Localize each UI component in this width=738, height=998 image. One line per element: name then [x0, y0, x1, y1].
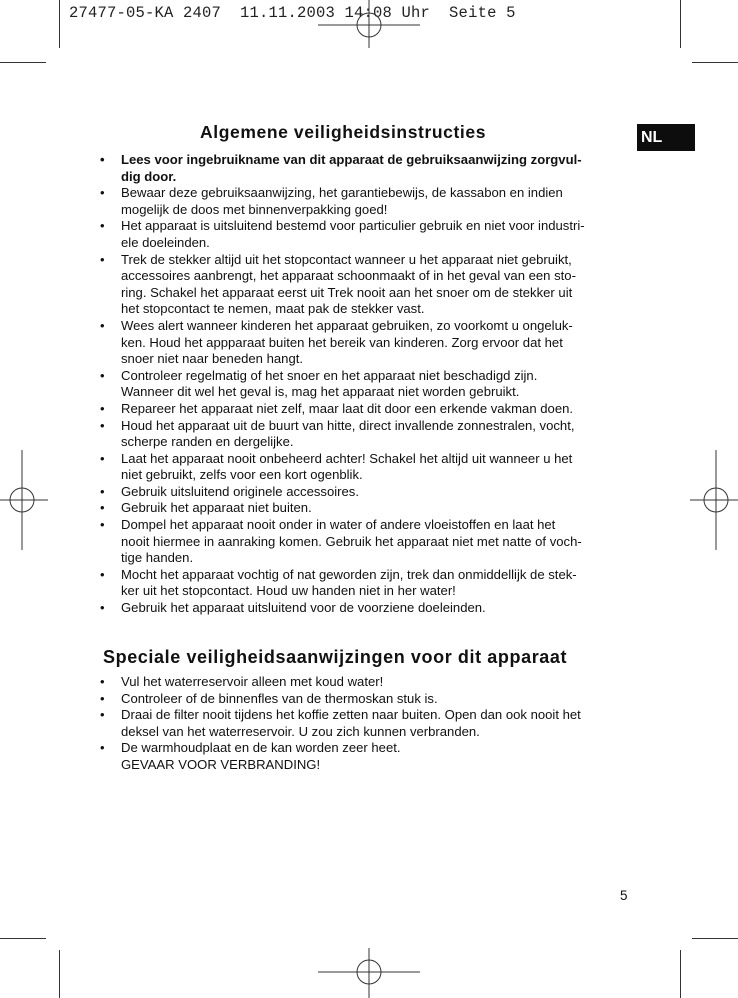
list-item-line: Wanneer dit wel het geval is, mag het apparaat niet worden gebruikt. — [121, 384, 520, 400]
list-item-line: tige handen. — [121, 550, 194, 566]
list-item-line: dig door. — [121, 168, 177, 184]
list-item — [98, 517, 628, 567]
list-item — [98, 600, 628, 617]
list-item-line: mogelijk de doos met binnenverpakking goed! — [121, 201, 388, 217]
list-item — [98, 451, 628, 484]
list-item-line: • Trek de stekker altijd uit het stopcontact wanneer u het apparaat niet gebruikt, — [121, 251, 572, 267]
crop-mark-bottom-right-v — [680, 950, 681, 998]
crop-mark-top-right-v — [680, 0, 681, 48]
list-item — [98, 152, 628, 185]
list-item-line: scherpe randen en dergelijke. — [121, 434, 294, 450]
list-item-line: GEVAAR VOOR VERBRANDING! — [121, 756, 321, 772]
list-item — [98, 185, 628, 218]
crop-mark-bottom-right-h — [692, 938, 738, 939]
list-item-line: • Mocht het apparaat vochtig of nat geworden zijn, trek dan onmiddellijk de stek- — [121, 566, 577, 582]
list-item-line: • Laat het apparaat nooit onbeheerd achter! Schakel het altijd uit wanneer u het — [121, 450, 573, 466]
language-tab: NL — [637, 124, 695, 151]
list-item-line: • Gebruik het apparaat uitsluitend voor de voorziene doeleinden. — [121, 600, 486, 616]
list-item-line: nooit hiermee in aanraking komen. Gebruik het apparaat niet met natte of voch- — [121, 533, 582, 549]
list-item — [98, 500, 628, 517]
list-item-line: accessoires aanbrengt, het apparaat schoonmaakt of in het geval van een sto- — [121, 268, 576, 284]
registration-mark-bottom — [318, 948, 420, 998]
crop-mark-bottom-left-v — [59, 950, 60, 998]
list-item — [98, 740, 628, 773]
list-item-line: • Vul het waterreservoir alleen met koud water! — [121, 674, 384, 689]
list-item-line: ker uit het stopcontact. Houd uw handen niet in her water! — [121, 583, 456, 599]
list-item-line: • Repareer het apparaat niet zelf, maar laat dit door een erkende vakman doen. — [121, 400, 574, 416]
crop-mark-top-right-h — [692, 62, 738, 63]
crop-mark-top-left-v — [59, 0, 60, 48]
list-item-line: ken. Houd het appparaat buiten het bereik van kinderen. Zorg ervoor dat het — [121, 334, 563, 350]
list-item-line: snoer niet naar beneden hangt. — [121, 351, 304, 367]
registration-mark-top — [318, 0, 420, 48]
page-number: 5 — [620, 888, 628, 903]
list-item — [98, 401, 628, 418]
list-item-line: • De warmhoudplaat en de kan worden zeer heet. — [121, 740, 401, 756]
list-item-line: ring. Schakel het apparaat eerst uit Trek nooit aan het snoer om de stekker uit — [121, 284, 573, 300]
print-slug: 27477-05-KA 2407 11.11.2003 14:08 Uhr Seite 5 — [69, 4, 516, 22]
list-item-line: • Draai de filter nooit tijdens het koffie zetten naar buiten. Open dan ook nooit het — [121, 707, 581, 723]
list-item — [98, 252, 628, 318]
list-item — [98, 691, 628, 708]
registration-mark-right — [690, 450, 738, 550]
list-item — [98, 368, 628, 401]
list-item — [98, 567, 628, 600]
list-item — [98, 707, 628, 740]
list-item-line: • Het apparaat is uitsluitend bestemd voor particulier gebruik en niet voor industri- — [121, 218, 585, 234]
list-item-line: ele doeleinden. — [121, 234, 210, 250]
list-item-line: • Bewaar deze gebruiksaanwijzing, het garantiebewijs, de kassabon en indien — [121, 185, 563, 201]
list-item-line: • Wees alert wanneer kinderen het apparaat gebruiken, zo voorkomt u ongeluk- — [121, 317, 573, 333]
list-item — [98, 218, 628, 251]
special-safety-list — [98, 674, 628, 774]
list-item — [98, 318, 628, 368]
list-item — [98, 484, 628, 501]
list-item — [98, 674, 628, 691]
list-item-line: • Controleer regelmatig of het snoer en het apparaat niet beschadigd zijn. — [121, 367, 538, 383]
list-item-line: • Gebruik het apparaat niet buiten. — [121, 500, 312, 516]
general-safety-list — [98, 152, 628, 617]
list-item-line: • Houd het apparaat uit de buurt van hitte, direct invallende zonnestralen, vocht, — [121, 417, 575, 433]
section-title-special-safety: Speciale veiligheidsaanwijzingen voor dit apparaat — [103, 647, 568, 667]
list-item-line: het stopcontact te nemen, maat pak de stekker vast. — [121, 301, 425, 317]
list-item — [98, 418, 628, 451]
list-item-line: deksel van het waterreservoir. U zou zich kunnen verbranden. — [121, 723, 480, 739]
list-item-line: • Controleer of de binnenfles van de thermoskan stuk is. — [121, 690, 438, 706]
crop-mark-top-left-h — [0, 62, 46, 63]
crop-mark-bottom-left-h — [0, 938, 46, 939]
registration-mark-left — [0, 450, 48, 550]
list-item-line: • Dompel het apparaat nooit onder in water of andere vloeistoffen en laat het — [121, 517, 556, 533]
list-item-line: • Gebruik uitsluitend originele accessoires. — [121, 483, 359, 499]
list-item-line: • Lees voor ingebruikname van dit apparaat de gebruiksaanwijzing zorgvul- — [121, 152, 582, 167]
section-title-general-safety: Algemene veiligheidsinstructies — [200, 122, 487, 142]
list-item-line: niet gebruikt, zelfs voor een kort ogenblik. — [121, 467, 363, 483]
